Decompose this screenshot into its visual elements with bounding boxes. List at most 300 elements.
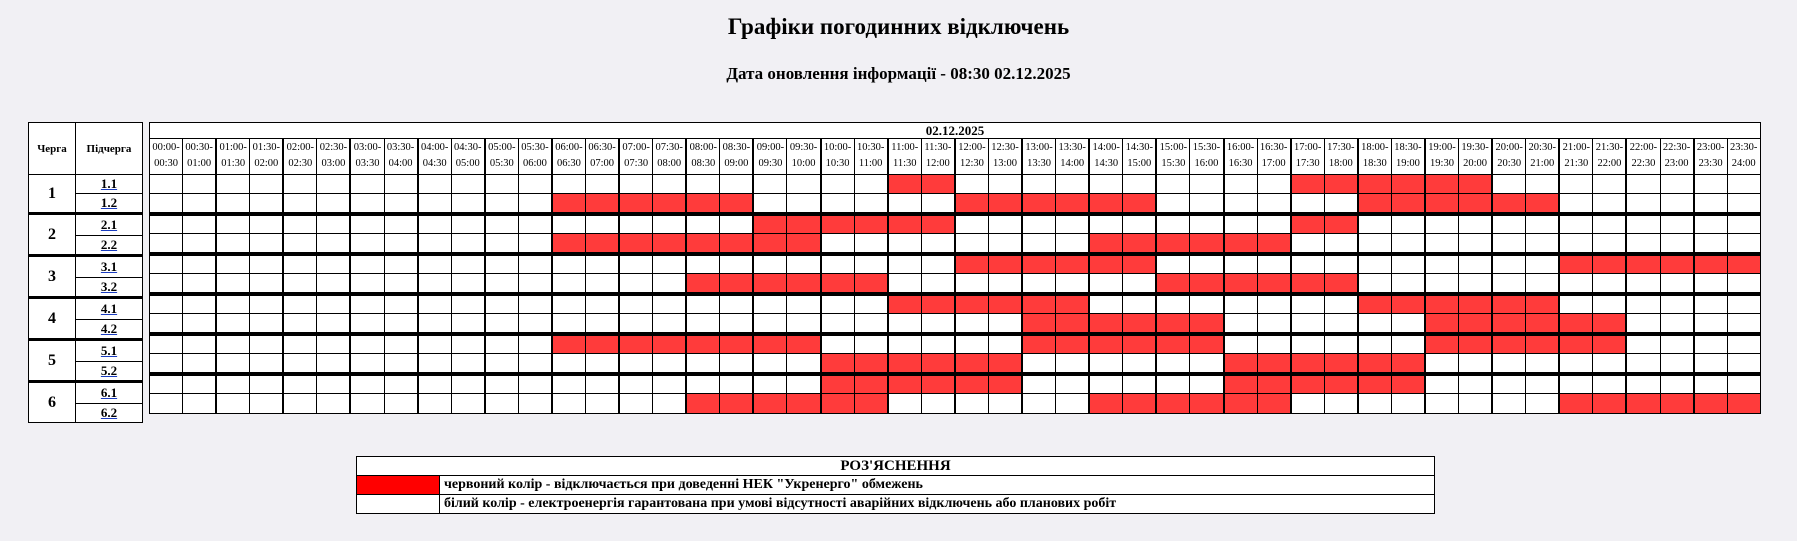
supply-cell <box>316 296 349 313</box>
time-slot-end: 03:30 <box>355 158 380 169</box>
time-slot-start: 06:30- <box>588 142 616 153</box>
supply-cell <box>988 175 1021 193</box>
supply-cell <box>921 336 954 353</box>
supply-cell <box>1391 394 1424 413</box>
time-slot-start: 12:30- <box>991 142 1019 153</box>
time-slot-start: 18:00- <box>1361 142 1389 153</box>
supply-cell <box>1727 336 1760 353</box>
supply-cell <box>1727 234 1760 252</box>
outage-cell <box>954 194 988 212</box>
time-slot-start: 15:30- <box>1192 142 1221 153</box>
supply-cell <box>1592 175 1625 193</box>
subqueue-link[interactable]: 1.2 <box>100 195 118 210</box>
supply-cell <box>1660 314 1693 332</box>
supply-cell <box>887 256 921 273</box>
supply-cell <box>451 296 484 313</box>
subqueue-link[interactable]: 6.2 <box>100 405 118 420</box>
supply-cell <box>1458 376 1491 393</box>
subqueue-link[interactable]: 3.2 <box>100 279 118 294</box>
outage-cell <box>685 234 719 252</box>
supply-cell <box>1592 296 1625 313</box>
time-slot-start: 01:00- <box>219 142 247 153</box>
supply-cell <box>988 216 1021 233</box>
subqueue-link[interactable]: 6.1 <box>100 385 118 400</box>
supply-cell <box>1257 256 1290 273</box>
outage-cell <box>685 274 719 292</box>
supply-cell <box>585 256 618 273</box>
queue-number: 6 <box>29 382 76 423</box>
outage-cell <box>1558 256 1592 273</box>
supply-cell <box>417 256 451 273</box>
supply-cell <box>585 314 618 332</box>
supply-cell <box>182 194 215 212</box>
supply-cell <box>1491 216 1525 233</box>
supply-cell <box>518 216 551 233</box>
supply-cell <box>786 296 819 313</box>
outage-cell <box>1290 376 1324 393</box>
time-slot-header <box>484 139 518 174</box>
supply-cell <box>384 354 417 372</box>
time-slot-end: 07:00 <box>590 158 615 169</box>
time-slot-start: 02:00- <box>286 142 315 153</box>
outage-cell <box>921 354 954 372</box>
supply-cell <box>1660 274 1693 292</box>
time-slot-end: 11:00 <box>858 158 883 169</box>
outage-cell <box>921 216 954 233</box>
supply-cell <box>1324 296 1357 313</box>
supply-cell <box>1122 274 1155 292</box>
supply-cell <box>1055 354 1088 372</box>
supply-cell <box>215 216 249 233</box>
supply-cell <box>451 274 484 292</box>
subqueue-link[interactable]: 3.1 <box>100 259 118 274</box>
supply-cell <box>551 274 585 292</box>
supply-cell <box>988 336 1021 353</box>
subqueue-column-header: Підчерга <box>76 123 143 175</box>
supply-cell <box>451 394 484 413</box>
outage-cell <box>1491 314 1525 332</box>
time-slot-start: 18:30- <box>1394 142 1422 153</box>
supply-cell <box>349 314 383 332</box>
supply-cell <box>719 256 752 273</box>
outage-cell <box>887 296 921 313</box>
supply-cell <box>1660 354 1693 372</box>
supply-cell <box>182 354 215 372</box>
update-date: Дата оновлення інформації - 08:30 02.12.2025 <box>726 64 1071 83</box>
time-slot-header <box>618 139 652 174</box>
supply-cell <box>1357 256 1391 273</box>
supply-cell <box>484 256 518 273</box>
outage-cell <box>921 376 954 393</box>
outage-cell <box>1290 175 1324 193</box>
supply-cell <box>282 256 316 273</box>
outage-cell <box>1257 354 1290 372</box>
time-slot-start: 11:30- <box>924 142 952 153</box>
supply-cell <box>451 336 484 353</box>
supply-cell <box>1660 296 1693 313</box>
supply-cell <box>451 194 484 212</box>
schedule-row <box>150 194 1760 213</box>
time-slot-end: 02:00 <box>254 158 279 169</box>
supply-cell <box>887 274 921 292</box>
subqueue-cell <box>76 404 143 423</box>
outage-cell <box>1290 354 1324 372</box>
supply-cell <box>484 234 518 252</box>
outage-cell <box>1424 336 1458 353</box>
outage-cell <box>1558 314 1592 332</box>
outage-cell <box>1693 256 1727 273</box>
supply-cell <box>820 175 854 193</box>
queue-number: 5 <box>29 340 76 382</box>
queue-number: 2 <box>29 214 76 256</box>
outage-cell <box>820 216 854 233</box>
supply-cell <box>1391 314 1424 332</box>
time-slot-end: 13:30 <box>1027 158 1052 169</box>
supply-cell <box>1021 376 1055 393</box>
supply-cell <box>417 234 451 252</box>
outage-cell <box>551 234 585 252</box>
outage-cell <box>1088 256 1122 273</box>
supply-cell <box>1592 234 1625 252</box>
time-slot-start: 10:00- <box>823 142 852 153</box>
supply-cell <box>282 394 316 413</box>
outage-cell <box>988 354 1021 372</box>
supply-cell <box>887 194 921 212</box>
supply-cell <box>1625 194 1659 212</box>
supply-cell <box>349 354 383 372</box>
supply-cell <box>1525 394 1558 413</box>
time-slot-end: 02:30 <box>288 158 313 169</box>
time-slot-start: 12:00- <box>958 142 986 153</box>
supply-cell <box>1625 354 1659 372</box>
outage-cell <box>1055 314 1088 332</box>
supply-cell <box>1727 175 1760 193</box>
supply-cell <box>954 314 988 332</box>
supply-cell <box>417 354 451 372</box>
supply-cell <box>1558 216 1592 233</box>
outage-cell <box>719 274 752 292</box>
time-slot-header <box>1324 139 1357 174</box>
supply-cell <box>1693 216 1727 233</box>
time-slot-end: 19:00 <box>1395 158 1420 169</box>
queue-table <box>28 122 143 423</box>
supply-cell <box>854 296 887 313</box>
outage-cell <box>752 274 786 292</box>
time-slot-header <box>1458 139 1491 174</box>
supply-cell <box>786 314 819 332</box>
outage-cell <box>1391 376 1424 393</box>
supply-cell <box>752 354 786 372</box>
outage-cell <box>1357 354 1391 372</box>
outage-cell <box>988 256 1021 273</box>
outage-cell <box>1558 394 1592 413</box>
outage-cell <box>1391 354 1424 372</box>
time-slot-header <box>1088 139 1122 174</box>
supply-cell <box>1257 175 1290 193</box>
subqueue-link[interactable]: 5.1 <box>100 343 118 358</box>
supply-cell <box>719 175 752 193</box>
outage-cell <box>652 336 685 353</box>
time-slot-header <box>1693 139 1727 174</box>
outage-cell <box>1525 194 1558 212</box>
supply-cell <box>150 256 182 273</box>
supply-cell <box>1458 274 1491 292</box>
supply-cell <box>316 256 349 273</box>
outage-cell <box>1055 194 1088 212</box>
time-slot-header <box>1525 139 1558 174</box>
outage-cell <box>954 376 988 393</box>
supply-cell <box>1223 336 1257 353</box>
supply-cell <box>1727 296 1760 313</box>
supply-cell <box>652 296 685 313</box>
supply-cell <box>150 216 182 233</box>
outage-cell <box>820 394 854 413</box>
supply-cell <box>786 256 819 273</box>
supply-cell <box>384 175 417 193</box>
supply-cell <box>150 314 182 332</box>
supply-cell <box>1290 336 1324 353</box>
supply-cell <box>484 194 518 212</box>
supply-cell <box>349 394 383 413</box>
time-slot-end: 00:30 <box>154 158 178 169</box>
time-slot-header <box>1491 139 1525 174</box>
supply-cell <box>1625 336 1659 353</box>
time-slot-start: 13:30- <box>1058 142 1086 153</box>
supply-cell <box>1424 394 1458 413</box>
time-slot-header <box>685 139 719 174</box>
queue-column-header: Черга <box>29 123 76 175</box>
outage-cell <box>1088 394 1122 413</box>
time-slot-end: 01:30 <box>221 158 246 169</box>
time-slot-start: 16:00- <box>1226 142 1255 153</box>
schedule-row <box>150 274 1760 293</box>
outage-cell <box>1021 296 1055 313</box>
outage-cell <box>1257 234 1290 252</box>
supply-cell <box>417 216 451 233</box>
supply-cell <box>1155 194 1189 212</box>
outage-cell <box>1525 296 1558 313</box>
outage-cell <box>1491 336 1525 353</box>
supply-cell <box>316 216 349 233</box>
subqueue-link[interactable]: 2.2 <box>100 237 118 252</box>
supply-cell <box>1021 175 1055 193</box>
supply-cell <box>484 175 518 193</box>
subqueue-link[interactable]: 5.2 <box>100 363 118 378</box>
outage-cell <box>988 194 1021 212</box>
supply-cell <box>719 216 752 233</box>
supply-cell <box>349 194 383 212</box>
time-slot-start: 11:00- <box>891 142 919 153</box>
supply-cell <box>1660 336 1693 353</box>
outage-cell <box>719 194 752 212</box>
supply-cell <box>451 354 484 372</box>
outage-cell <box>1122 336 1155 353</box>
time-slot-start: 21:00- <box>1562 142 1591 153</box>
supply-cell <box>1055 234 1088 252</box>
time-slot-end: 08:00 <box>657 158 682 169</box>
supply-cell <box>282 336 316 353</box>
supply-cell <box>1693 314 1727 332</box>
time-slot-header <box>1189 139 1222 174</box>
queue-row <box>29 340 143 362</box>
outage-cell <box>1088 194 1122 212</box>
supply-cell <box>1189 194 1222 212</box>
supply-cell <box>921 274 954 292</box>
outage-cell <box>1324 274 1357 292</box>
supply-cell <box>417 175 451 193</box>
supply-cell <box>215 256 249 273</box>
subqueue-link[interactable]: 4.2 <box>100 321 118 336</box>
supply-cell <box>1525 256 1558 273</box>
supply-cell <box>618 216 652 233</box>
supply-cell <box>551 314 585 332</box>
supply-cell <box>451 256 484 273</box>
supply-cell <box>1525 175 1558 193</box>
outage-cell <box>921 175 954 193</box>
supply-cell <box>1592 354 1625 372</box>
schedule-row <box>150 354 1760 373</box>
supply-cell <box>652 216 685 233</box>
supply-cell <box>282 234 316 252</box>
outage-cell <box>1525 336 1558 353</box>
supply-cell <box>1491 376 1525 393</box>
supply-cell <box>150 234 182 252</box>
time-slot-header <box>1625 139 1659 174</box>
supply-cell <box>150 354 182 372</box>
subqueue-link[interactable]: 1.1 <box>100 176 118 191</box>
subqueue-link[interactable]: 2.1 <box>100 217 118 232</box>
supply-cell <box>854 256 887 273</box>
outage-cell <box>1558 336 1592 353</box>
time-slot-end: 05:30 <box>489 158 514 169</box>
supply-cell <box>215 336 249 353</box>
time-slot-end: 05:00 <box>455 158 480 169</box>
supply-cell <box>518 296 551 313</box>
time-slot-start: 14:30- <box>1125 142 1154 153</box>
supply-cell <box>249 194 282 212</box>
outage-cell <box>988 376 1021 393</box>
supply-cell <box>1290 394 1324 413</box>
supply-cell <box>1727 194 1760 212</box>
time-slot-header <box>1021 139 1055 174</box>
supply-cell <box>1558 376 1592 393</box>
supply-cell <box>215 175 249 193</box>
supply-cell <box>820 296 854 313</box>
supply-cell <box>1021 354 1055 372</box>
outage-cell <box>1122 194 1155 212</box>
outage-cell <box>1122 234 1155 252</box>
subqueue-cell <box>76 175 143 194</box>
supply-cell <box>1558 234 1592 252</box>
supply-cell <box>1290 256 1324 273</box>
outage-cell <box>1290 274 1324 292</box>
time-slot-start: 16:30- <box>1259 142 1288 153</box>
supply-cell <box>518 354 551 372</box>
outage-cell <box>820 354 854 372</box>
schedule-row <box>150 213 1760 234</box>
supply-cell <box>820 336 854 353</box>
supply-cell <box>1223 175 1257 193</box>
supply-cell <box>551 256 585 273</box>
supply-cell <box>150 376 182 393</box>
supply-cell <box>551 175 585 193</box>
time-slot-start: 17:30- <box>1327 142 1355 153</box>
subqueue-link[interactable]: 4.1 <box>100 301 118 316</box>
supply-cell <box>1155 256 1189 273</box>
supply-cell <box>820 314 854 332</box>
supply-cell <box>215 314 249 332</box>
outage-cell <box>1424 194 1458 212</box>
outage-cell <box>1727 394 1760 413</box>
outage-cell <box>618 336 652 353</box>
schedule-row <box>150 394 1760 413</box>
outage-cell <box>1021 256 1055 273</box>
outage-cell <box>1223 376 1257 393</box>
time-slot-end: 13:00 <box>993 158 1017 169</box>
supply-cell <box>585 216 618 233</box>
supply-cell <box>1693 354 1727 372</box>
outage-cell <box>1088 314 1122 332</box>
time-slot-end: 10:30 <box>825 158 850 169</box>
supply-cell <box>518 256 551 273</box>
outage-cell <box>585 336 618 353</box>
time-slot-header <box>719 139 752 174</box>
supply-cell <box>954 394 988 413</box>
supply-cell <box>854 175 887 193</box>
outage-cell <box>921 296 954 313</box>
supply-cell <box>215 234 249 252</box>
supply-cell <box>518 314 551 332</box>
supply-cell <box>1223 314 1257 332</box>
time-slot-header <box>988 139 1021 174</box>
time-slot-end: 16:00 <box>1194 158 1219 169</box>
supply-cell <box>786 194 819 212</box>
supply-cell <box>1055 394 1088 413</box>
supply-cell <box>1525 216 1558 233</box>
supply-cell <box>518 274 551 292</box>
supply-cell <box>349 376 383 393</box>
subqueue-cell <box>76 362 143 382</box>
supply-cell <box>215 194 249 212</box>
time-slot-end: 20:00 <box>1463 158 1488 169</box>
outage-cell <box>1021 314 1055 332</box>
supply-cell <box>1088 175 1122 193</box>
supply-cell <box>282 314 316 332</box>
supply-cell <box>854 336 887 353</box>
supply-cell <box>316 234 349 252</box>
outage-cell <box>652 194 685 212</box>
outage-cell <box>1357 376 1391 393</box>
supply-cell <box>1021 274 1055 292</box>
outage-cell <box>1357 194 1391 212</box>
outage-cell <box>1391 296 1424 313</box>
supply-cell <box>518 194 551 212</box>
time-slot-header <box>1122 139 1155 174</box>
time-slot-start: 04:30- <box>454 142 482 153</box>
time-slot-end: 20:30 <box>1497 158 1522 169</box>
supply-cell <box>316 194 349 212</box>
supply-cell <box>349 216 383 233</box>
supply-cell <box>249 216 282 233</box>
schedule-row <box>150 175 1760 194</box>
supply-cell <box>1660 376 1693 393</box>
time-slot-start: 07:00- <box>622 142 650 153</box>
supply-cell <box>1088 354 1122 372</box>
time-slot-end: 04:30 <box>422 158 447 169</box>
outage-cell <box>1257 394 1290 413</box>
supply-cell <box>1257 296 1290 313</box>
supply-cell <box>150 274 182 292</box>
